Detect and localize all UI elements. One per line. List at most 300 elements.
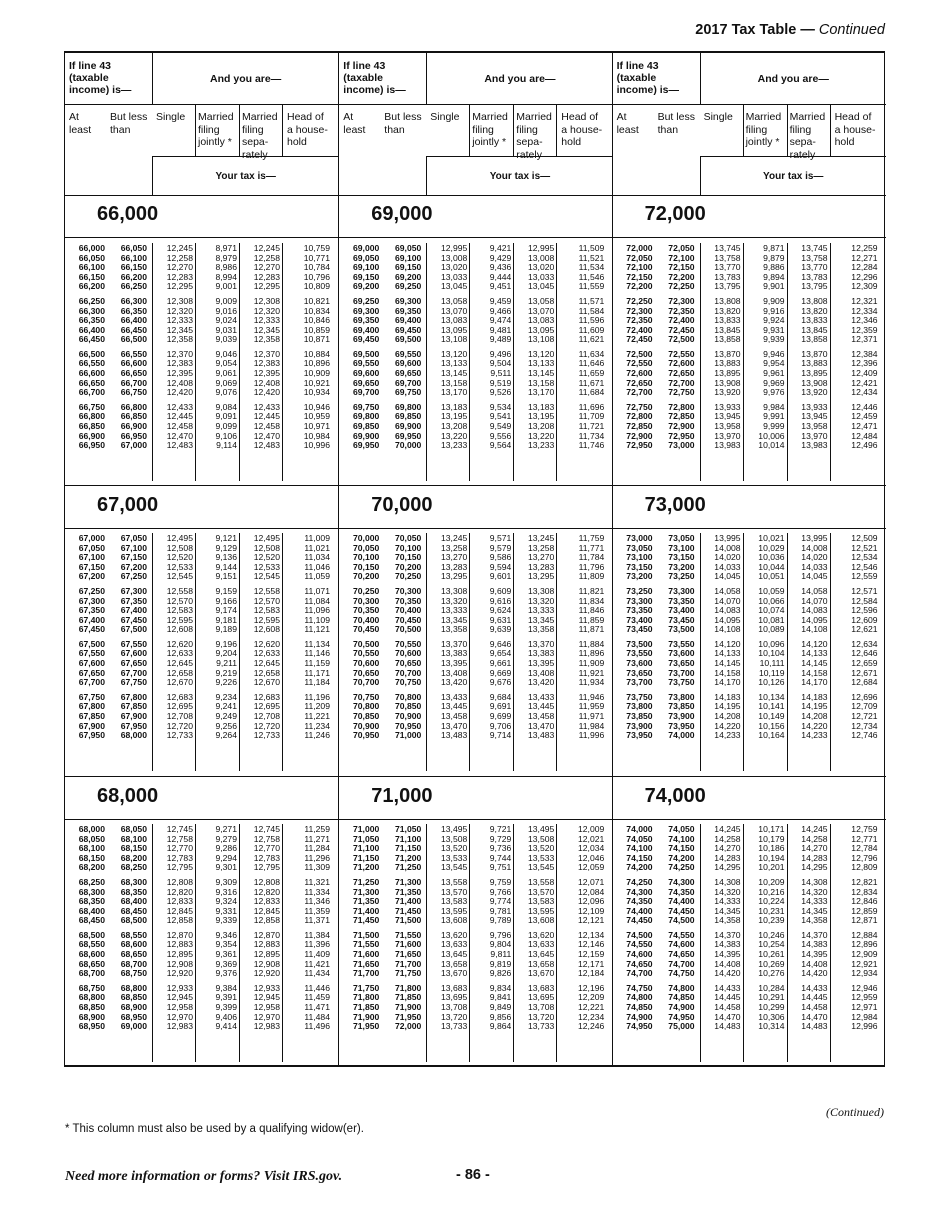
table-row [339, 625, 612, 635]
but-less-than-cell: 71,650 [395, 949, 422, 959]
head-of-household-tax-cell: 10,796 [303, 271, 330, 282]
table-row [339, 350, 612, 360]
income-block-heading [65, 776, 338, 820]
column-header [613, 53, 886, 196]
married-separately-tax-cell: 12,845 [253, 905, 280, 916]
table-row [339, 597, 612, 607]
but-less-than-cell: 68,550 [120, 929, 147, 940]
table-row [613, 616, 886, 626]
married-separately-tax-cell: 12,758 [253, 833, 280, 844]
table-row [65, 544, 338, 554]
married-jointly-tax-cell: 9,841 [489, 992, 512, 1003]
table-row [339, 244, 612, 254]
at-least-cell: 74,500 [626, 929, 653, 940]
married-separately-tax-cell: 13,620 [528, 929, 555, 940]
single-tax-cell: 12,345 [166, 324, 193, 335]
table-row [339, 669, 612, 679]
at-least-cell: 72,200 [626, 281, 653, 292]
footnote: * This column must also be used by a qualifying widow(er). [65, 1123, 364, 1135]
table-row [339, 863, 612, 873]
table-row [339, 553, 612, 563]
at-least-cell: 68,350 [78, 896, 105, 907]
head-of-household-tax-cell: 11,034 [304, 552, 330, 563]
single-tax-cell: 14,308 [714, 876, 741, 887]
but-less-than-cell: 69,950 [395, 430, 422, 441]
single-tax-cell: 12,683 [166, 691, 193, 702]
head-of-household-tax-cell: 12,884 [851, 929, 878, 940]
at-least-cell: 73,500 [626, 638, 653, 649]
table-row [339, 702, 612, 712]
but-less-than-cell: 67,000 [120, 440, 147, 451]
income-block-label: 72,000 [644, 203, 706, 225]
married-jointly-tax-cell: 9,819 [489, 958, 512, 969]
at-least-cell: 66,950 [78, 440, 105, 451]
married-separately-tax-cell: 12,683 [253, 691, 280, 702]
income-block-rows [65, 824, 338, 1062]
head-of-household-tax-cell: 12,096 [578, 896, 605, 907]
income-block-rows [65, 243, 338, 481]
but-less-than-cell: 74,650 [668, 949, 695, 959]
at-least-cell: 70,650 [353, 667, 380, 678]
head-of-household-tax-cell: 12,771 [851, 833, 878, 844]
married-separately-tax-cell: 13,433 [528, 691, 555, 702]
single-tax-cell: 12,533 [166, 561, 193, 572]
at-least-cell: 69,950 [353, 440, 380, 451]
married-jointly-tax-cell: 9,646 [489, 638, 512, 649]
but-less-than-cell: 67,700 [120, 667, 147, 678]
married-jointly-tax-cell: 9,009 [215, 295, 237, 306]
at-least-cell: 73,550 [626, 648, 653, 659]
header-separator [743, 104, 744, 156]
married-jointly-tax-cell: 9,369 [215, 958, 237, 969]
single-tax-cell: 13,445 [441, 701, 468, 712]
married-jointly-tax-cell: 10,006 [758, 430, 785, 441]
at-least-cell: 72,550 [626, 358, 653, 369]
single-tax-cell: 13,170 [441, 387, 468, 398]
table-row [339, 335, 612, 345]
at-least-cell: 74,150 [626, 852, 653, 863]
but-less-than-cell: 72,750 [668, 387, 695, 398]
table-row [339, 722, 612, 732]
married-separately-tax-cell: 14,170 [801, 677, 828, 688]
single-tax-cell: 12,333 [166, 315, 193, 326]
married-jointly-tax-cell: 9,669 [489, 667, 512, 678]
single-tax-cell: 13,708 [441, 1001, 468, 1012]
single-tax-cell: 13,870 [714, 348, 741, 359]
single-tax-cell: 12,258 [166, 252, 193, 263]
married-separately-tax-cell: 12,658 [253, 667, 280, 678]
table-row [339, 432, 612, 442]
at-least-cell: 69,700 [353, 387, 380, 398]
head-of-household-tax-cell: 11,571 [578, 295, 605, 306]
single-tax-cell: 13,195 [441, 411, 468, 422]
married-jointly-tax-cell: 9,594 [489, 561, 512, 572]
single-tax-cell: 13,283 [441, 561, 468, 572]
but-less-than-cell: 72,300 [668, 295, 695, 306]
single-tax-cell: 13,120 [441, 348, 468, 359]
single-tax-cell: 12,758 [166, 833, 193, 844]
single-tax-cell: 13,345 [441, 614, 468, 625]
table-row [339, 297, 612, 307]
header-rule [65, 104, 152, 105]
single-tax-cell: 12,270 [166, 262, 193, 273]
table-row [613, 369, 886, 379]
but-less-than-cell: 73,450 [668, 614, 695, 625]
but-less-than-cell: 69,800 [395, 401, 422, 412]
head-of-household-tax-cell: 11,646 [578, 358, 605, 369]
at-least-cell: 67,800 [78, 701, 105, 712]
but-less-than-cell: 68,500 [120, 915, 147, 926]
but-less-than-cell: 70,050 [395, 533, 422, 543]
married-jointly-tax-cell: 9,204 [215, 648, 237, 659]
but-less-than-cell: 72,000 [395, 1021, 422, 1032]
married-separately-tax-cell: 13,608 [528, 915, 555, 926]
married-jointly-tax-cell: 9,106 [215, 430, 237, 441]
but-less-than-cell: 71,000 [395, 730, 422, 741]
table-row [613, 888, 886, 898]
single-tax-cell: 12,708 [166, 710, 193, 721]
table-row [613, 931, 886, 941]
at-least-cell: 72,600 [626, 368, 653, 378]
income-block-heading [65, 195, 338, 238]
at-least-cell: 72,500 [626, 348, 653, 359]
married-separately-tax-cell: 14,420 [801, 968, 828, 979]
head-of-household-tax-cell: 11,959 [578, 701, 605, 712]
married-jointly-tax-cell: 9,196 [215, 638, 237, 649]
head-of-household-tax-cell: 12,571 [851, 585, 878, 596]
at-least-cell: 72,950 [626, 440, 653, 451]
income-block-rows [65, 533, 338, 771]
head-of-household-tax-cell: 12,609 [851, 614, 878, 625]
married-jointly-tax-cell: 9,039 [215, 334, 237, 345]
head-of-household-tax-cell: 12,821 [851, 876, 878, 887]
married-separately-tax-cell: 13,720 [528, 1011, 555, 1022]
header-separator [195, 104, 196, 156]
table-row [339, 587, 612, 597]
single-tax-cell: 14,233 [714, 730, 741, 741]
married-separately-tax-cell: 13,733 [528, 1021, 555, 1032]
married-separately-tax-cell: 13,520 [528, 843, 555, 854]
at-least-cell: 70,750 [353, 691, 380, 702]
married-separately-tax-cell: 12,720 [253, 720, 280, 731]
married-separately-tax-cell: 14,445 [801, 992, 828, 1003]
head-of-household-tax-cell: 11,434 [304, 968, 330, 979]
married-separately-tax-cell: 14,108 [801, 624, 828, 635]
head-of-household-tax-cell: 11,934 [578, 677, 605, 688]
table-row [613, 326, 886, 336]
single-tax-cell: 14,183 [714, 691, 741, 702]
but-less-than-cell: 69,300 [395, 295, 422, 306]
single-tax-cell: 13,808 [714, 295, 741, 306]
but-less-than-cell: 71,600 [395, 939, 422, 950]
head-of-household-tax-cell: 11,496 [304, 1021, 330, 1032]
at-least-cell: 73,450 [626, 624, 653, 635]
married-jointly-tax-cell: 10,291 [758, 992, 785, 1003]
but-less-than-cell: 71,250 [395, 862, 422, 873]
at-least-cell: 69,200 [353, 281, 380, 292]
head-of-household-tax-cell: 11,046 [304, 561, 330, 572]
but-less-than-cell: 73,500 [668, 624, 695, 635]
single-tax-cell: 12,395 [166, 368, 193, 378]
but-less-than-cell: 74,950 [668, 1011, 695, 1022]
head-of-household-tax-cell: 11,446 [304, 982, 330, 993]
but-less-than-cell: 69,050 [395, 243, 422, 253]
single-tax-cell: 14,345 [714, 905, 741, 916]
single-tax-cell: 12,795 [166, 862, 193, 873]
table-row [339, 878, 612, 888]
married-separately-tax-cell: 13,195 [528, 411, 555, 422]
but-less-than-cell: 69,250 [395, 281, 422, 292]
table-row [339, 326, 612, 336]
table-row [65, 359, 338, 369]
head-of-household-tax-cell: 12,196 [578, 982, 605, 993]
your-tax-is-header: Your tax is— [152, 156, 338, 196]
single-tax-cell: 12,545 [166, 571, 193, 582]
single-tax-cell: 14,033 [714, 561, 741, 572]
table-row [65, 587, 338, 597]
head-of-household-tax-cell: 12,371 [851, 334, 878, 345]
table-row [339, 678, 612, 688]
married-jointly-tax-cell: 9,729 [489, 833, 512, 844]
single-tax-cell: 13,033 [441, 271, 468, 282]
more-info-text: Need more information or forms? Visit IRS.gov. [65, 1169, 343, 1184]
header-rule [339, 104, 426, 105]
married-jointly-tax-cell: 10,134 [758, 691, 785, 702]
married-separately-tax-cell: 13,683 [528, 982, 555, 993]
married-jointly-tax-cell: 10,284 [758, 982, 785, 993]
but-less-than-cell: 71,050 [395, 824, 422, 834]
at-least-cell: 74,700 [626, 968, 653, 979]
at-least-header: At least [69, 111, 92, 136]
married-separately-tax-cell: 13,495 [528, 824, 555, 834]
but-less-than-cell: 68,600 [120, 939, 147, 950]
at-least-cell: 73,300 [626, 595, 653, 606]
head-of-household-tax-cell: 12,009 [578, 824, 605, 834]
but-less-than-cell: 73,350 [668, 595, 695, 606]
married-jointly-tax-cell: 9,264 [215, 730, 237, 741]
table-row [613, 606, 886, 616]
but-less-than-cell: 66,800 [120, 401, 147, 412]
married-jointly-tax-cell: 9,721 [489, 824, 512, 834]
at-least-cell: 69,600 [353, 368, 380, 378]
table-row [339, 984, 612, 994]
at-least-cell: 66,150 [78, 271, 105, 282]
at-least-cell: 74,000 [626, 824, 653, 834]
married-separately-tax-cell: 13,308 [528, 585, 555, 596]
table-row [65, 940, 338, 950]
head-of-household-tax-cell: 10,859 [303, 324, 330, 335]
at-least-cell: 66,350 [78, 315, 105, 326]
married-separately-tax-cell: 13,258 [528, 542, 555, 553]
at-least-cell: 73,150 [626, 561, 653, 572]
single-tax-cell: 13,733 [441, 1021, 468, 1032]
single-tax-cell: 13,058 [441, 295, 468, 306]
at-least-cell: 71,750 [353, 982, 380, 993]
at-least-cell: 66,100 [78, 262, 105, 273]
married-separately-tax-cell: 13,970 [801, 430, 828, 441]
table-row [65, 993, 338, 1003]
married-separately-tax-cell: 12,945 [253, 992, 280, 1003]
head-of-household-tax-cell: 11,159 [304, 658, 330, 668]
single-tax-cell: 14,370 [714, 929, 741, 940]
table-row [339, 931, 612, 941]
head-of-household-tax-cell: 11,371 [304, 915, 330, 926]
table-row [613, 897, 886, 907]
single-tax-cell: 13,233 [441, 440, 468, 451]
at-least-cell: 71,200 [353, 862, 380, 873]
single-tax-cell: 13,720 [441, 1011, 468, 1022]
married-jointly-tax-cell: 9,324 [215, 896, 237, 907]
head-of-household-tax-cell: 12,359 [851, 324, 878, 335]
head-of-household-tax-cell: 11,884 [578, 638, 605, 649]
married-jointly-tax-cell: 9,744 [489, 852, 512, 863]
married-separately-tax-cell: 12,970 [253, 1011, 280, 1022]
income-block-heading [339, 195, 612, 238]
head-of-household-tax-cell: 11,209 [304, 701, 330, 712]
single-tax-cell: 12,445 [166, 411, 193, 422]
but-less-than-cell: 70,500 [395, 624, 422, 635]
single-tax-cell: 13,408 [441, 667, 468, 678]
head-of-household-tax-cell: 12,309 [851, 281, 878, 292]
head-of-household-tax-cell: 11,059 [304, 571, 330, 582]
at-least-cell: 66,550 [78, 358, 105, 369]
single-tax-cell: 12,520 [166, 552, 193, 563]
married-separately-tax-cell: 12,508 [253, 542, 280, 553]
but-less-than-cell: 73,900 [668, 710, 695, 721]
income-block-label: 68,000 [97, 785, 159, 807]
head-of-household-tax-cell: 11,296 [304, 852, 330, 863]
but-less-than-cell: 72,200 [668, 271, 695, 282]
single-tax-cell: 13,920 [714, 387, 741, 398]
at-least-cell: 71,300 [353, 886, 380, 897]
head-of-household-tax-cell: 11,096 [304, 605, 330, 616]
married-jointly-tax-cell: 10,239 [758, 915, 785, 926]
single-tax-cell: 14,145 [714, 658, 741, 668]
married-jointly-tax-cell: 10,044 [758, 561, 785, 572]
head-of-household-tax-cell: 11,184 [304, 677, 330, 688]
married-separately-tax-cell: 12,983 [253, 1021, 280, 1032]
table-row [339, 659, 612, 669]
single-tax-cell: 13,270 [441, 552, 468, 563]
married-jointly-tax-cell: 9,976 [763, 387, 785, 398]
but-less-than-cell: 69,200 [395, 271, 422, 282]
married-separately-tax-cell: 12,783 [253, 852, 280, 863]
married-separately-tax-cell: 13,758 [801, 252, 828, 263]
at-least-cell: 74,400 [626, 905, 653, 916]
head-of-household-tax-cell: 11,796 [578, 561, 605, 572]
at-least-cell: 66,050 [78, 252, 105, 263]
head-of-household-tax-cell: 12,109 [578, 905, 605, 916]
married-separately-tax-cell: 12,895 [253, 949, 280, 959]
table-row [65, 441, 338, 451]
but-less-than-cell: 72,550 [668, 348, 695, 359]
married-jointly-tax-cell: 9,376 [215, 968, 237, 979]
at-least-cell: 68,000 [78, 824, 105, 834]
married-jointly-header: Married filing jointly * [472, 111, 508, 148]
table-row [65, 678, 338, 688]
table-row [65, 969, 338, 979]
single-tax-cell: 13,208 [441, 420, 468, 431]
at-least-cell: 71,800 [353, 992, 380, 1003]
but-less-than-cell: 66,100 [120, 252, 147, 263]
married-separately-tax-cell: 12,495 [253, 533, 280, 543]
income-block-heading [613, 485, 886, 529]
at-least-cell: 67,950 [78, 730, 105, 741]
head-of-household-tax-cell: 10,871 [303, 334, 330, 345]
married-separately-tax-cell: 13,983 [801, 440, 828, 451]
at-least-cell: 73,200 [626, 571, 653, 582]
table-row [613, 731, 886, 741]
single-tax-cell: 14,433 [714, 982, 741, 993]
at-least-cell: 73,900 [626, 720, 653, 731]
head-of-household-tax-cell: 12,221 [578, 1001, 605, 1012]
single-tax-cell: 14,383 [714, 939, 741, 950]
at-least-cell: 66,000 [78, 243, 105, 253]
table-row [613, 587, 886, 597]
head-of-household-tax-cell: 11,109 [304, 614, 330, 625]
but-less-than-cell: 71,550 [395, 929, 422, 940]
but-less-than-cell: 70,900 [395, 710, 422, 721]
table-row [613, 534, 886, 544]
but-less-than-cell: 71,800 [395, 982, 422, 993]
married-jointly-tax-cell: 9,301 [215, 862, 237, 873]
table-row [613, 572, 886, 582]
married-separately-tax-cell: 13,745 [801, 243, 828, 253]
header-separator [830, 104, 831, 156]
but-less-than-cell: 72,450 [668, 324, 695, 335]
married-separately-tax-cell: 13,545 [528, 862, 555, 873]
single-tax-cell: 13,508 [441, 833, 468, 844]
head-of-household-tax-cell: 11,721 [578, 420, 605, 431]
single-tax-cell: 12,570 [166, 595, 193, 606]
married-jointly-tax-cell: 10,171 [758, 824, 785, 834]
table-row [613, 825, 886, 835]
married-jointly-tax-cell: 9,519 [489, 377, 512, 388]
table-row [339, 731, 612, 741]
married-jointly-tax-cell: 10,299 [758, 1001, 785, 1012]
married-jointly-tax-cell: 9,931 [763, 324, 785, 335]
single-tax-cell: 13,320 [441, 595, 468, 606]
single-tax-cell: 14,320 [714, 886, 741, 897]
but-less-than-cell: 68,100 [120, 833, 147, 844]
married-jointly-tax-cell: 10,119 [758, 667, 785, 678]
at-least-cell: 72,350 [626, 315, 653, 326]
but-less-than-cell: 72,050 [668, 243, 695, 253]
married-separately-tax-cell: 14,158 [801, 667, 828, 678]
married-jointly-tax-cell: 9,391 [215, 992, 237, 1003]
single-tax-cell: 12,620 [166, 638, 193, 649]
but-less-than-cell: 71,350 [395, 886, 422, 897]
head-of-household-tax-cell: 11,334 [304, 886, 330, 897]
married-jointly-tax-cell: 9,781 [489, 905, 512, 916]
married-jointly-tax-cell: 10,141 [758, 701, 785, 712]
table-row [65, 878, 338, 888]
head-of-household-tax-cell: 12,321 [851, 295, 878, 306]
married-jointly-tax-cell: 9,429 [489, 252, 512, 263]
table-row [613, 553, 886, 563]
head-of-household-tax-cell: 11,771 [578, 542, 605, 553]
married-jointly-tax-cell: 10,081 [758, 614, 785, 625]
married-separately-tax-cell: 13,808 [801, 295, 828, 306]
at-least-cell: 68,650 [78, 958, 105, 969]
single-tax-cell: 12,245 [166, 243, 193, 253]
at-least-cell: 67,300 [78, 595, 105, 606]
single-tax-cell: 12,983 [166, 1021, 193, 1032]
table-row [65, 897, 338, 907]
table-row [65, 422, 338, 432]
head-of-household-tax-cell: 11,359 [304, 905, 330, 916]
married-jointly-tax-cell: 10,246 [758, 929, 785, 940]
